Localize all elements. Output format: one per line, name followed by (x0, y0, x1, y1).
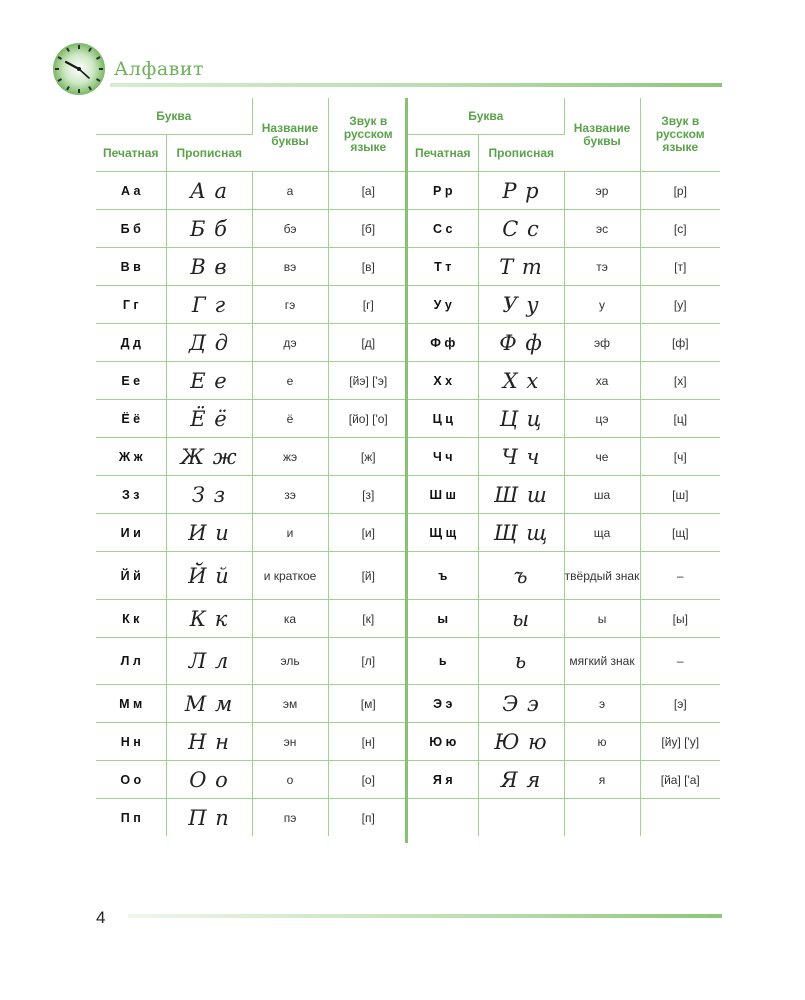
letter-sound: – (640, 638, 720, 685)
table-row (408, 723, 720, 761)
table-row (408, 210, 720, 248)
letter-sound: [ы] (640, 600, 720, 638)
printed-letter: И и (96, 514, 166, 552)
printed-letter: Ш ш (408, 476, 478, 514)
cursive-letter: Т т (478, 248, 564, 286)
letter-sound: [ш] (640, 476, 720, 514)
letter-name: мягкий знак (564, 638, 640, 685)
table-row (96, 248, 408, 286)
letter-sound: [с] (640, 210, 720, 248)
cursive-letter: Ч ч (478, 438, 564, 476)
cursive-letter: Ф ф (478, 324, 564, 362)
letter-sound: [а] (328, 172, 408, 210)
printed-letter: Н н (96, 723, 166, 761)
letter-sound: [йу] ['у] (640, 723, 720, 761)
letter-sound: [о] (328, 761, 408, 799)
letter-name: и краткое (252, 552, 328, 600)
letter-sound: [к] (328, 600, 408, 638)
letter-sound: [э] (640, 685, 720, 723)
printed-letter: П п (96, 799, 166, 837)
cursive-letter: Ж ж (166, 438, 252, 476)
cursive-letter: Э э (478, 685, 564, 723)
letter-name: ю (564, 723, 640, 761)
table-row (408, 685, 720, 723)
table-row (96, 600, 408, 638)
letter-sound: [ц] (640, 400, 720, 438)
table-row (408, 286, 720, 324)
name-header: Название буквы (564, 98, 640, 172)
letter-name: эс (564, 210, 640, 248)
printed-letter: ъ (408, 552, 478, 600)
letter-name: бэ (252, 210, 328, 248)
cursive-letter: Б б (166, 210, 252, 248)
letter-sound: [н] (328, 723, 408, 761)
letter-name: эр (564, 172, 640, 210)
cursive-header: Прописная (166, 135, 252, 172)
letter-sound: [з] (328, 476, 408, 514)
page-title: Алфавит (114, 58, 205, 80)
cursive-letter: П п (166, 799, 252, 837)
letter-name: ха (564, 362, 640, 400)
table-row (96, 362, 408, 400)
letter-sound: [ч] (640, 438, 720, 476)
letter-name: э (564, 685, 640, 723)
table-row (96, 438, 408, 476)
letter-name: у (564, 286, 640, 324)
printed-letter: Ч ч (408, 438, 478, 476)
printed-letter: У у (408, 286, 478, 324)
letter-name: тэ (564, 248, 640, 286)
table-row (96, 638, 408, 685)
letter-name: а (252, 172, 328, 210)
printed-letter: Э э (408, 685, 478, 723)
cursive-letter: Я я (478, 761, 564, 799)
letter-sound: [йа] ['а] (640, 761, 720, 799)
table-row (96, 210, 408, 248)
printed-letter: Я я (408, 761, 478, 799)
letter-name: ы (564, 600, 640, 638)
sound-header: Звук в русском языке (640, 98, 720, 172)
alphabet-table (96, 98, 722, 843)
letter-header: Буква (408, 98, 564, 135)
letter-sound: [п] (361, 810, 375, 825)
cursive-letter: ъ (478, 552, 564, 600)
letter-sound: [л] (328, 638, 408, 685)
letter-name: гэ (252, 286, 328, 324)
letter-sound: [х] (640, 362, 720, 400)
sound-header: Звук в русском языке (328, 98, 408, 172)
cursive-letter: Щ щ (478, 514, 564, 552)
letter-sound: [г] (328, 286, 408, 324)
printed-letter: Й й (96, 552, 166, 600)
cursive-letter: А а (166, 172, 252, 210)
printed-letter: Щ щ (408, 514, 478, 552)
alphabet-table-right (408, 98, 720, 843)
printed-letter: Б б (96, 210, 166, 248)
table-row (408, 799, 720, 837)
letter-name: и (252, 514, 328, 552)
title-underline (110, 83, 722, 87)
cursive-letter: ы (478, 600, 564, 638)
letter-sound: [йэ] ['э] (328, 362, 408, 400)
printed-letter: Ё ё (96, 400, 166, 438)
letter-name: ё (252, 400, 328, 438)
printed-letter: З з (96, 476, 166, 514)
letter-name: ка (252, 600, 328, 638)
cursive-letter: В в (166, 248, 252, 286)
table-row (408, 600, 720, 638)
letter-name: твёрдый знак (564, 552, 640, 600)
letter-name: о (252, 761, 328, 799)
table-row (408, 476, 720, 514)
table-row (96, 286, 408, 324)
printed-letter: В в (96, 248, 166, 286)
printed-header: Печатная (408, 135, 478, 172)
cursive-letter: Е е (166, 362, 252, 400)
letter-name: я (564, 761, 640, 799)
letter-name: зэ (252, 476, 328, 514)
printed-letter: К к (96, 600, 166, 638)
printed-letter: С с (408, 210, 478, 248)
table-row (96, 761, 408, 799)
letter-header: Буква (96, 98, 252, 135)
letter-name: эм (252, 685, 328, 723)
cursive-letter: Ё ё (166, 400, 252, 438)
table-row (96, 685, 408, 723)
letter-name: цэ (564, 400, 640, 438)
table-row (408, 362, 720, 400)
table-row (96, 400, 408, 438)
printed-letter: Ж ж (96, 438, 166, 476)
letter-name: че (564, 438, 640, 476)
table-row (96, 324, 408, 362)
printed-letter: Л л (96, 638, 166, 685)
cursive-letter (478, 799, 564, 837)
letter-sound: [щ] (640, 514, 720, 552)
printed-letter: А а (96, 172, 166, 210)
table-row (408, 172, 720, 210)
letter-name: ша (564, 476, 640, 514)
page-number: 4 (96, 908, 106, 927)
table-row (408, 438, 720, 476)
letter-sound: [й] (328, 552, 408, 600)
cursive-letter: Х х (478, 362, 564, 400)
printed-letter: Р р (408, 172, 478, 210)
cursive-letter: Л л (166, 638, 252, 685)
table-row (96, 476, 408, 514)
letter-name: эн (252, 723, 328, 761)
letter-sound: [р] (640, 172, 720, 210)
cursive-letter: Ш ш (478, 476, 564, 514)
page-header (52, 42, 722, 98)
cursive-header: Прописная (478, 135, 564, 172)
cursive-letter: С с (478, 210, 564, 248)
printed-letter: Т т (408, 248, 478, 286)
letter-name: пэ (252, 799, 328, 837)
cursive-letter: М м (166, 685, 252, 723)
letter-sound: [м] (328, 685, 408, 723)
letter-name: дэ (252, 324, 328, 362)
cursive-letter: Н н (166, 723, 252, 761)
letter-sound: [и] (328, 514, 408, 552)
letter-sound: [ф] (640, 324, 720, 362)
printed-letter (408, 799, 478, 837)
printed-letter: Х х (408, 362, 478, 400)
letter-name: ща (564, 514, 640, 552)
table-row (408, 400, 720, 438)
table-row (408, 552, 720, 600)
printed-letter: ы (408, 600, 478, 638)
printed-letter: Д д (96, 324, 166, 362)
table-row (408, 761, 720, 799)
cursive-letter: У у (478, 286, 564, 324)
cursive-letter: Р р (478, 172, 564, 210)
letter-name: жэ (252, 438, 328, 476)
printed-letter: Г г (96, 286, 166, 324)
letter-name (564, 799, 640, 837)
letter-sound: [б] (328, 210, 408, 248)
table-row (408, 514, 720, 552)
letter-sound: [в] (328, 248, 408, 286)
printed-letter: Ц ц (408, 400, 478, 438)
letter-name: эф (564, 324, 640, 362)
letter-name: е (252, 362, 328, 400)
table-row (96, 552, 408, 600)
cursive-letter: К к (166, 600, 252, 638)
letter-sound: – (640, 552, 720, 600)
table-row (96, 514, 408, 552)
printed-letter: Ф ф (408, 324, 478, 362)
table-row (408, 324, 720, 362)
printed-letter: ь (408, 638, 478, 685)
letter-sound: [т] (640, 248, 720, 286)
cursive-letter: Д д (166, 324, 252, 362)
printed-letter: Ю ю (408, 723, 478, 761)
letter-sound: [ж] (328, 438, 408, 476)
cursive-letter: Ц ц (478, 400, 564, 438)
printed-letter: О о (96, 761, 166, 799)
cursive-letter: О о (166, 761, 252, 799)
printed-header: Печатная (96, 135, 166, 172)
printed-letter: М м (96, 685, 166, 723)
letter-sound (640, 799, 720, 837)
name-header: Название буквы (252, 98, 328, 172)
cursive-letter: Й й (166, 552, 252, 600)
cursive-letter: Г г (166, 286, 252, 324)
alphabet-table-left (96, 98, 408, 843)
printed-letter: Е е (96, 362, 166, 400)
letter-sound: [д] (328, 324, 408, 362)
table-row (96, 723, 408, 761)
letter-name: вэ (252, 248, 328, 286)
table-row (96, 799, 408, 837)
table-row (408, 248, 720, 286)
footer-line (128, 914, 722, 918)
letter-sound: [йо] ['о] (328, 400, 408, 438)
cursive-letter: ь (478, 638, 564, 685)
cursive-letter: Ю ю (478, 723, 564, 761)
clock-icon (52, 42, 106, 96)
cursive-letter: З з (166, 476, 252, 514)
table-row (96, 172, 408, 210)
table-row (408, 638, 720, 685)
cursive-letter: И и (166, 514, 252, 552)
letter-name: эль (252, 638, 328, 685)
letter-sound: [у] (640, 286, 720, 324)
